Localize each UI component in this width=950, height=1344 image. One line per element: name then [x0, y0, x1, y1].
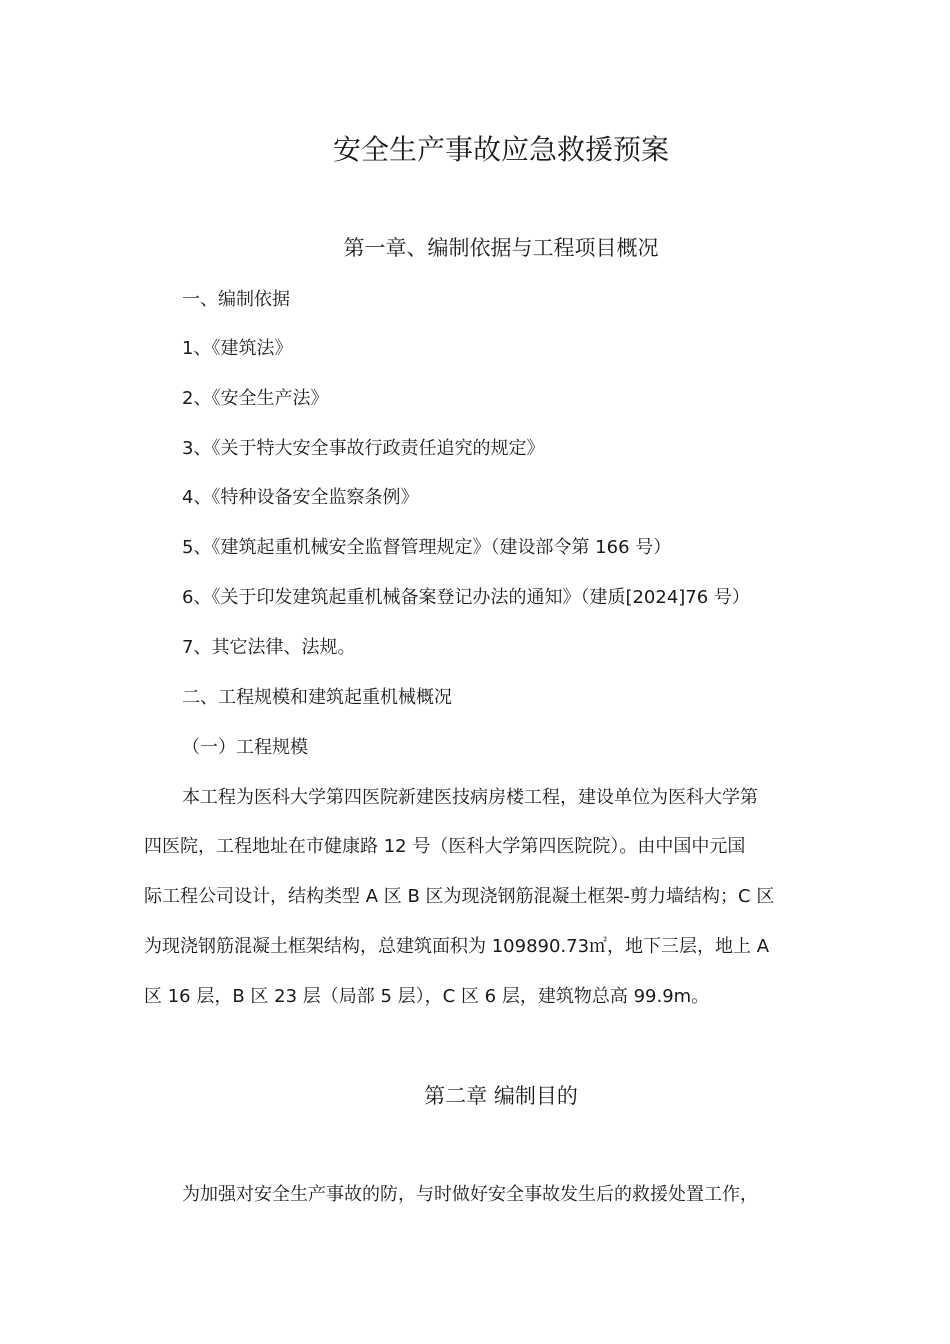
basis-item: 1、《建筑法》: [182, 338, 293, 359]
paragraph-line: 为现浇钢筋混凝土框架结构，总建筑面积为 109890.73㎡，地下三层，地上 A: [144, 936, 770, 957]
basis-item: 5、《建筑起重机械安全监督管理规定》（建设部令第 166 号）: [182, 537, 672, 558]
basis-item: 7、其它法律、法规。: [182, 637, 356, 658]
paragraph-line: 为加强对安全生产事故的防，与时做好安全事故发生后的救援处置工作，: [182, 1184, 758, 1205]
paragraph-line: 区 16 层，B 区 23 层（局部 5 层），C 区 6 层，建筑物总高 99.9m。: [144, 986, 710, 1007]
section-heading-scale: 二、工程规模和建筑起重机械概况: [182, 687, 452, 708]
section-heading-basis: 一、编制依据: [182, 289, 290, 310]
paragraph-line: 四医院，工程地址在市健康路 12 号（医科大学第四医院院）。由中国中元国: [144, 836, 746, 857]
basis-item: 6、《关于印发建筑起重机械备案登记办法的通知》（建质[2024]76 号）: [182, 587, 750, 608]
document-title: 安全生产事故应急救援预案: [332, 133, 669, 166]
paragraph-line: 本工程为医科大学第四医院新建医技病房楼工程，建设单位为医科大学第: [182, 787, 758, 808]
paragraph-line: 际工程公司设计，结构类型 A 区 B 区为现浇钢筋混凝土框架-剪力墙结构；C 区: [144, 886, 775, 907]
chapter-2-heading: 第二章 编制目的: [424, 1084, 578, 1108]
basis-item: 3、《关于特大安全事故行政责任追究的规定》: [182, 438, 545, 459]
subsection-heading-scale: （一）工程规模: [182, 737, 308, 758]
basis-item: 4、《特种设备安全监察条例》: [182, 487, 419, 508]
basis-item: 2、《安全生产法》: [182, 388, 329, 409]
chapter-1-heading: 第一章、编制依据与工程项目概况: [343, 236, 659, 260]
